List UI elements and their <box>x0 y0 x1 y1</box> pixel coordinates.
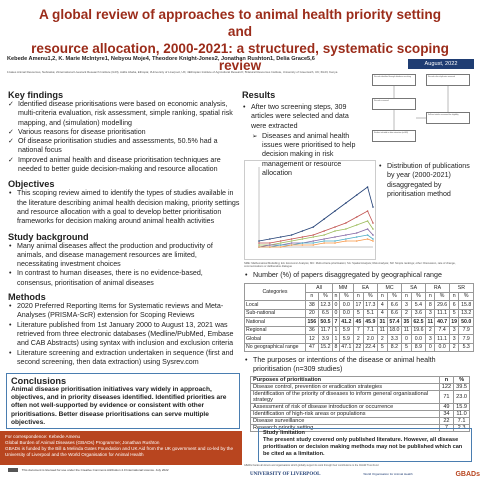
geo-cell: 7 <box>354 326 364 335</box>
purpose-table-row <box>251 384 470 391</box>
geo-cell: 2 <box>378 335 388 344</box>
objectives-heading: Objectives <box>8 179 55 190</box>
purpose-label: Research priority setting <box>251 425 440 432</box>
geo-subheader: n <box>334 293 338 300</box>
purpose-table <box>250 376 470 432</box>
purpose-table-title <box>244 356 474 375</box>
flow-box-fulltext: Full-text articles assessed for eligibility <box>426 112 470 124</box>
results-heading: Results <box>242 90 276 100</box>
study-background-heading: Study background <box>8 231 89 242</box>
geo-cell: 0 <box>334 301 338 308</box>
series-point <box>323 218 325 220</box>
geo-cell: 3.9 <box>318 335 332 344</box>
poster-title <box>30 6 450 74</box>
results-list <box>242 103 360 131</box>
key-finding-item: ✓ Of disease prioritisation studies and assessments, 50.5% had a national focus <box>8 137 240 156</box>
geo-row-label: Local <box>245 301 306 310</box>
series-point <box>367 228 369 230</box>
series-point <box>334 210 336 212</box>
method-item: • 2020 Preferred Reporting Items for Systematic reviews and Meta-Analyses (PRISMA-ScR) extension for Scoping Reviews <box>8 302 240 321</box>
geo-cell: 8 <box>426 301 435 310</box>
geo-cell: 11 <box>427 318 433 325</box>
geo-subheader: n <box>354 292 364 301</box>
geo-cell: 0 <box>426 343 435 352</box>
geo-cell: 7.9 <box>459 326 474 335</box>
series-point <box>334 226 336 228</box>
key-finding-item: ✓ Improved animal health and disease prioritisation techniques are needed to better guide decision-making and resource allocation <box>8 156 240 175</box>
geo-cell: 5.1 <box>363 309 377 318</box>
geo-cell: 13.2 <box>459 309 474 318</box>
flow-box-screened: Records screened <box>372 98 416 110</box>
series-point <box>291 242 293 244</box>
geo-cell: 8.2 <box>387 343 401 352</box>
series-point <box>291 238 293 240</box>
purpose-value: 22 <box>439 418 453 425</box>
series-point <box>323 240 325 242</box>
geo-cell: 0 <box>402 335 412 344</box>
geo-cell: 22.4 <box>363 343 377 352</box>
key-finding-item: ✓ Various reasons for disease prioritisation <box>8 128 240 137</box>
geo-header-group: RA <box>426 284 450 293</box>
distribution-title: • Distribution of publications by year (2000-2021) disaggregated by prioritisation method <box>378 162 476 199</box>
geo-row-label: National <box>245 318 306 327</box>
spacer <box>244 432 256 462</box>
purpose-label: Identification of high-risk areas or populations <box>251 411 440 418</box>
purpose-table-row <box>251 404 470 411</box>
geo-cell: 5.9 <box>339 335 353 344</box>
geo-cell: 5 <box>402 343 412 352</box>
purpose-label: Assessment of risk of disease introduction or occurrence <box>251 404 440 411</box>
purpose-table-row <box>251 418 470 425</box>
series-point <box>345 240 347 242</box>
series-point <box>269 242 271 244</box>
series-point <box>258 240 260 242</box>
purpose-value: 15.9 <box>454 404 470 411</box>
purpose-value: 71 <box>439 391 453 404</box>
license-note <box>8 468 240 472</box>
geo-cell: 19.6 <box>411 326 425 335</box>
series-point <box>291 234 293 236</box>
publications-line-chart <box>245 161 377 261</box>
purpose-label: Identification of the priority of diseases to inform general organisational strategy <box>251 391 440 404</box>
geo-cell: 11.1 <box>435 335 449 344</box>
purpose-value: 2.3 <box>454 425 470 432</box>
geo-cell: 57.4 <box>387 318 401 327</box>
geo-cell: 50.0 <box>459 318 474 327</box>
geo-subheader: % <box>363 292 377 301</box>
purpose-table-row <box>251 391 470 404</box>
geo-cell: 0.0 <box>339 301 353 310</box>
geo-cell: 20 <box>305 309 318 318</box>
purpose-label: Disease surveillance <box>251 418 440 425</box>
geo-subheader: % <box>318 292 332 301</box>
correspondence-line: For correspondence: Kebede Amenu <box>5 434 81 439</box>
series-point <box>367 186 369 188</box>
series-point <box>334 236 336 238</box>
logo-anchor <box>250 440 251 441</box>
distribution-note <box>378 162 476 199</box>
geo-table-row <box>245 343 474 352</box>
series-point <box>280 246 282 248</box>
left-column <box>8 90 240 367</box>
correspondence-line: Global Burden of Animal Diseases (GBADs) Programme; Jonathan Rushton <box>5 440 160 445</box>
affiliations: 1Gates Animal Resources, Nebraska; 2International Livestock Research Institute (ILRI), Addis Ababa, Ethiopia; 3University of Liverpool, UK; 4Ethiopian Institute of Agricultural Research; 5Natural Resources Institute, University of Greenwich, UK; 6ILRI, Kenya <box>7 70 338 74</box>
geo-cell: 0 <box>334 310 338 317</box>
geo-cell: 12 <box>305 335 318 344</box>
series-point <box>372 240 374 242</box>
series-point <box>280 236 282 238</box>
series-point <box>356 236 358 238</box>
series-point <box>291 244 293 246</box>
purpose-value: 7 <box>439 425 453 432</box>
series-point <box>258 246 260 248</box>
geo-table-row <box>245 301 474 310</box>
geo-cell: 5 <box>378 343 388 352</box>
geo-header-categories: Categories <box>245 284 306 301</box>
geo-table-title-text: • Number (%) of papers disaggregated by geographical range <box>244 271 474 280</box>
geo-cell: 3 <box>426 309 435 318</box>
series-point <box>345 222 347 224</box>
series-point <box>345 202 347 204</box>
series-point <box>367 220 369 222</box>
geo-cell: 38 <box>305 301 318 310</box>
geo-cell: 0.0 <box>435 343 449 352</box>
geo-cell: 3.3 <box>387 335 401 344</box>
geo-cell: 18.0 <box>387 326 401 335</box>
geo-header-group: SR <box>449 284 473 293</box>
purpose-value: 7.1 <box>454 418 470 425</box>
geo-cell: 45.9 <box>363 318 377 327</box>
purpose-value: 11.0 <box>454 411 470 418</box>
methods-heading: Methods <box>8 292 46 303</box>
series-point <box>372 222 374 224</box>
series-point <box>258 242 260 244</box>
geo-subheader: n <box>305 292 318 301</box>
series-point <box>312 234 314 236</box>
geo-cell: 2.0 <box>363 335 377 344</box>
geo-cell: 47 <box>305 343 318 352</box>
geo-row-label: Global <box>245 335 306 344</box>
geo-cell: 2 <box>426 326 435 335</box>
geo-cell: 62.5 <box>411 318 425 327</box>
geo-cell: 5.3 <box>459 343 474 352</box>
partners-note: GBADs thanks all donors and organisations which globally support its work through their contributions to the CGIAR Trust Fund <box>244 464 379 467</box>
series-point <box>367 210 369 212</box>
geo-cell: 11.7 <box>318 326 332 335</box>
series-point <box>280 244 282 246</box>
series-point <box>356 224 358 226</box>
series-point <box>345 238 347 240</box>
series-point <box>269 238 271 240</box>
purpose-value: 39.5 <box>454 384 470 391</box>
geo-cell: 0.0 <box>339 309 353 318</box>
title-line-1: A global review of approaches to animal health priority setting and <box>38 7 442 39</box>
flow-box-included: Studies included in data extraction (n=309) <box>372 130 416 142</box>
series-point <box>302 244 304 246</box>
geo-cell: 22 <box>355 344 362 351</box>
series-point <box>345 234 347 236</box>
background-item: • Many animal diseases affect the production and productivity of animals, and disease management resources are limited, necessitating investment choices <box>8 242 240 270</box>
series-point <box>323 230 325 232</box>
geo-cell: 47.1 <box>339 343 353 352</box>
geo-subheader: % <box>387 292 401 301</box>
geo-cell: 11.1 <box>435 309 449 318</box>
geo-cell: 6.5 <box>318 309 332 318</box>
geo-table <box>244 283 474 352</box>
geo-cell: 7.9 <box>459 335 474 344</box>
conclusions-heading: Conclusions <box>11 376 67 386</box>
study-background-list <box>8 242 240 288</box>
method-item: • Literature published from 1st January 2000 to August 13, 2021 was retrieved from three electronic databases (Medline/PubMed, Embase and CAB Abstracts) using syntax with inclusion and exclusion criteria <box>8 321 240 349</box>
geo-cell: 7.1 <box>363 326 377 335</box>
purpose-table-row <box>251 411 470 418</box>
series-point <box>302 242 304 244</box>
purpose-value: 122 <box>439 384 453 391</box>
geo-table-wrap <box>244 283 474 352</box>
logo-liverpool: UNIVERSITY OF LIVERPOOL <box>250 471 321 477</box>
geo-cell: 36 <box>305 326 318 335</box>
geo-cell: 3.6 <box>411 309 425 318</box>
geo-cell: 15.2 <box>318 343 332 352</box>
geo-cell: 40.7 <box>435 318 449 327</box>
figure-caption: SME: Mathematical Modelling; EA: Economic Analysis; MC: Multi-criteria prioritisation; SA: Spatial Analysis; Risk Analysis; SR: Simple rankings; other: Discussion, rate of change, communications or deliberative dialogue <box>244 262 456 269</box>
series-point <box>258 244 260 246</box>
authors: Kebede Amenu1,2, K. Marie McIntyre1, Nebyou Moje4, Theodore Knight-Jones2, Jonathan Rushton1, Delia Grace5,6 <box>7 56 315 62</box>
correspondence-footer <box>0 431 242 465</box>
geo-table-row <box>245 318 474 327</box>
geo-cell: 11 <box>402 326 412 335</box>
series-point <box>372 238 374 240</box>
geo-cell: 2 <box>354 335 364 344</box>
series-point <box>312 236 314 238</box>
geo-cell: 2 <box>449 343 459 352</box>
prisma-flowchart <box>370 72 474 162</box>
method-item: • Literature screening and extraction undertaken in sequence (first and second screening, then data extraction) using Sysrev.com <box>8 349 240 368</box>
geo-cell: 7.4 <box>435 326 449 335</box>
series-point <box>356 194 358 196</box>
geo-subheader: % <box>339 292 353 301</box>
geo-subheader: % <box>411 292 425 301</box>
geo-cell: 17 <box>355 301 362 308</box>
logo-gbads: GBADs <box>455 470 480 478</box>
correspondence-line: GBADs is funded by the Bill & Melinda Gates Foundation and UK Aid from the UK government and co-led by the University of Liverpool and the World Organisation for Animal Health <box>5 446 234 457</box>
flow-box-identified: Records identified through database searching <box>372 74 416 86</box>
geo-row-label: Sub-national <box>245 309 306 318</box>
series-point <box>280 240 282 242</box>
geo-cell: 3 <box>402 301 412 310</box>
geo-cell: 15.8 <box>459 301 474 310</box>
geo-row-label: No geographical range <box>245 343 306 352</box>
series-point <box>312 226 314 228</box>
geo-table-header-row <box>245 284 474 293</box>
series-point <box>356 240 358 242</box>
methods-list <box>8 302 240 367</box>
series-point <box>291 240 293 242</box>
result-subitem: ➢ Diseases and animal health issues were prioritised to help decision making in risk management or resource allocation <box>252 132 360 178</box>
logo-woah: World Organisation for Animal Health <box>363 472 413 476</box>
conclusions-text: Animal disease prioritisation initiatives vary widely in approach, objectives, and in priority diseases identified. Identified priorities are often not well-supported by evidence or consistent with other prioritisations. Better disease prioritisations can serve multiple objectives. <box>11 386 227 426</box>
geo-subheader: n <box>449 292 459 301</box>
geo-header-group: All <box>305 284 332 293</box>
purpose-value: 23.0 <box>454 391 470 404</box>
purpose-table-header <box>251 377 470 384</box>
geo-cell: 8 <box>334 344 338 351</box>
series-point <box>312 240 314 242</box>
series-point <box>312 244 314 246</box>
key-findings-list <box>8 100 240 174</box>
series-point <box>312 242 314 244</box>
limitation-box <box>258 428 472 462</box>
geo-cell: 3 <box>449 335 459 344</box>
correspondence-lines <box>5 434 237 458</box>
result-item: • After two screening steps, 309 articles were selected and data were extracted <box>242 103 360 131</box>
geo-cell: 5 <box>449 309 459 318</box>
purpose-value: 34 <box>439 411 453 418</box>
geo-cell: 35 <box>403 318 410 325</box>
series-point <box>302 236 304 238</box>
geo-cell: 3 <box>449 326 459 335</box>
geo-cell: 6 <box>449 301 459 310</box>
series-point <box>334 240 336 242</box>
logo-strip <box>250 468 480 480</box>
geo-cell: 4 <box>378 309 388 318</box>
date-badge: August, 2022 <box>408 59 474 69</box>
conclusions-box <box>6 373 240 429</box>
geo-cell: 5.4 <box>411 301 425 310</box>
series-point <box>302 238 304 240</box>
title-line-2: resource allocation, 2000-2021: a structured, systematic scoping review <box>31 41 449 73</box>
geo-cell: 1 <box>334 327 338 334</box>
series-point <box>345 228 347 230</box>
geo-header-group: MC <box>378 284 402 293</box>
geo-cell: 1 <box>334 335 338 342</box>
geo-table-row <box>245 326 474 335</box>
objective-item: • This scoping review aimed to identify the types of studies available in the literature describing animal health decision making, priority settings and resource allocation with a goal to develop better prioritisation frameworks for decision making around animal health activities <box>8 189 240 226</box>
geo-table-title <box>244 271 474 280</box>
purpose-header: % <box>454 377 470 384</box>
geo-cell: 19 <box>451 318 458 325</box>
series-point <box>323 234 325 236</box>
purpose-table-wrap <box>250 376 470 432</box>
geo-cell: 3 <box>426 335 435 344</box>
license-text: This document is licensed for use under the Creative Commons Attribution 4.0 International Licence. July 2022 <box>21 468 169 472</box>
series-point <box>367 238 369 240</box>
purpose-table-title-text: • The purposes or intentions of the disease or animal health prioritisation (n=309 studies) <box>244 356 474 375</box>
creative-commons-icon <box>8 468 18 472</box>
flow-arrows <box>370 72 474 162</box>
geo-cell: 156 <box>305 318 318 327</box>
geo-row-label: Regional <box>245 326 306 335</box>
geo-cell: 17.3 <box>363 301 377 310</box>
geo-cell: 2 <box>402 309 412 318</box>
geo-subheader: n <box>402 292 412 301</box>
series-point <box>280 242 282 244</box>
series-point <box>323 238 325 240</box>
series-point <box>372 206 374 208</box>
objectives-list <box>8 189 240 226</box>
geo-subheader: n <box>378 292 388 301</box>
geo-cell: 5.9 <box>339 326 353 335</box>
geo-header-group: MM <box>333 284 354 293</box>
geo-cell: 45 <box>355 318 362 325</box>
geo-cell: 5 <box>354 309 364 318</box>
geo-cell: 50.5 <box>318 318 332 327</box>
purpose-value: 49 <box>439 404 453 411</box>
geo-subheader: % <box>459 292 474 301</box>
series-point <box>269 244 271 246</box>
series-point <box>356 232 358 234</box>
geo-cell: 41.2 <box>339 318 353 327</box>
geo-subheader: % <box>435 292 449 301</box>
geo-cell: 12.3 <box>318 301 332 310</box>
series-point <box>367 234 369 236</box>
geo-cell: 31 <box>379 318 386 325</box>
geo-cell: 11 <box>378 326 388 335</box>
series-point <box>372 234 374 236</box>
geo-table-row <box>245 335 474 344</box>
geo-cell: 8.9 <box>411 343 425 352</box>
purpose-label: Disease control, prevention or eradication strategies <box>251 384 440 391</box>
background-item: • In contrast to human diseases, there is no evidence-based, consensus, prioritisation of animal diseases <box>8 269 240 288</box>
geo-cell: 0.0 <box>411 335 425 344</box>
geo-cell: 29.6 <box>435 301 449 310</box>
publications-chart <box>244 160 376 260</box>
geo-header-group: EA <box>354 284 378 293</box>
series-point <box>269 246 271 248</box>
limitation-text: The present study covered only published literature. However, all disease prioritisation or decision making methods may not be published which can be cited as a limitation. <box>263 437 463 457</box>
key-finding-item: ✓ Identified disease prioritisations were based on economic analysis, multi-criteria evaluation, risk assessment, simple ranking, spatial risk mapping, and (simulation) modelling <box>8 100 240 128</box>
geo-table-row <box>245 309 474 318</box>
flow-box-other: Records after duplicates removed <box>426 74 470 86</box>
series-point <box>302 230 304 232</box>
geo-cell: 6.6 <box>387 301 401 310</box>
geo-cell: 6.6 <box>387 309 401 318</box>
series-point <box>334 242 336 244</box>
series-point <box>372 228 374 230</box>
purpose-header: n <box>439 377 453 384</box>
geo-subheader: n <box>426 292 435 301</box>
limitation-heading: Study limitation <box>263 430 305 436</box>
geo-cell: 7 <box>334 318 338 325</box>
geo-header-group: SA <box>402 284 426 293</box>
series-point <box>323 242 325 244</box>
series-point <box>356 216 358 218</box>
series-point <box>334 230 336 232</box>
geo-cell: 4 <box>378 301 388 310</box>
purpose-header: Purposes of prioritisation <box>251 377 440 384</box>
key-findings-heading: Key findings <box>8 90 64 100</box>
